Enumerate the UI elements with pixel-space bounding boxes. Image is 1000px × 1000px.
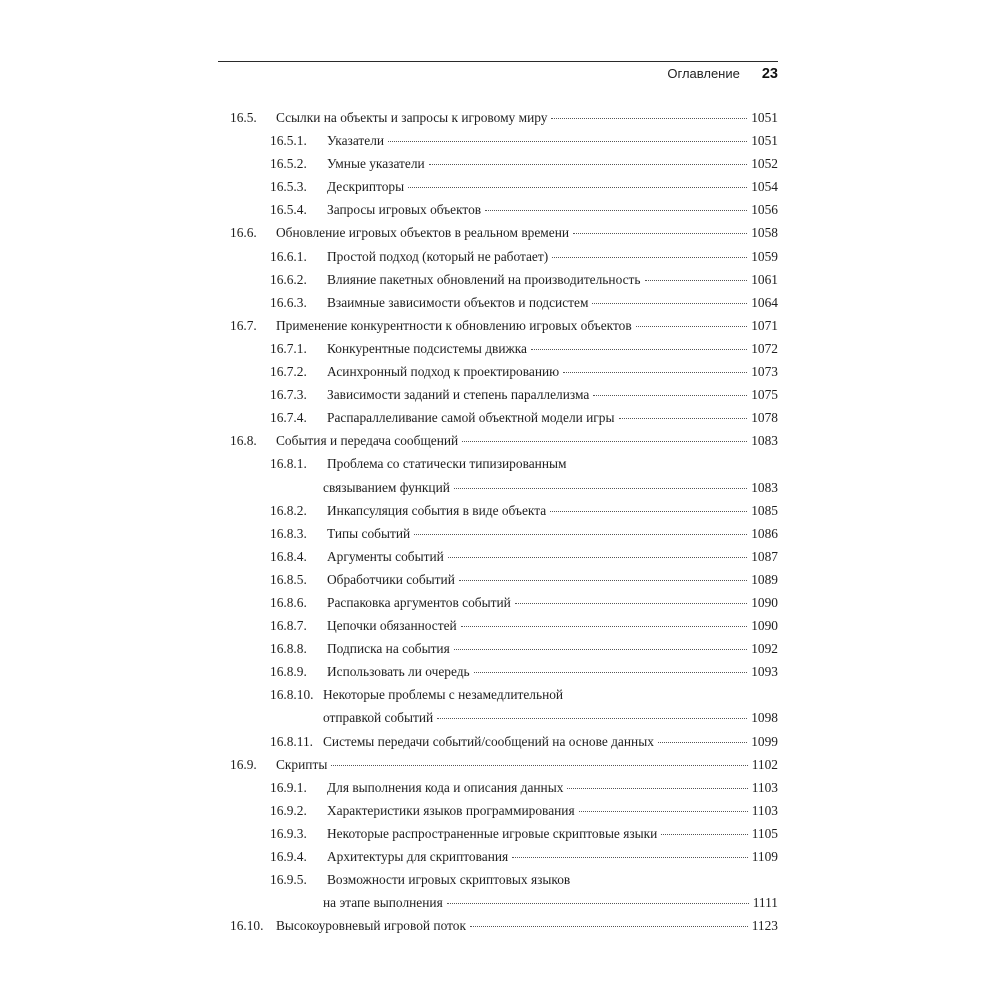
entry-page: 1051 (751, 133, 778, 149)
toc-entry-subsection (230, 568, 778, 591)
entry-page: 1105 (751, 825, 778, 841)
entry-number: 16.5. (230, 110, 257, 125)
entry-page: 1090 (751, 594, 778, 610)
toc-entry-subsection (230, 452, 778, 498)
dot-leader (552, 257, 747, 258)
entry-title: Обработчики событий (327, 571, 455, 587)
entry-number: 16.8.4. (270, 548, 307, 564)
entry-number: 16.9.1. (270, 779, 307, 795)
entry-number: 16.7.4. (270, 410, 307, 426)
entry-number: 16.7.1. (270, 340, 307, 356)
entry-title: Указатели (327, 133, 385, 149)
dot-leader (459, 580, 747, 581)
entry-page: 1098 (751, 710, 778, 726)
toc-entry-section (230, 106, 778, 129)
entry-page: 1058 (751, 225, 778, 241)
toc-entry-subsection (230, 614, 778, 637)
dot-leader (567, 788, 747, 789)
toc-entry-subsection (230, 591, 778, 614)
entry-page: 1071 (751, 317, 778, 333)
toc-entry-section (230, 753, 778, 776)
entry-number: 16.6. (230, 225, 257, 241)
entry-title: Влияние пакетных обновлений на производительность (327, 271, 641, 287)
entry-title: Подписка на события (327, 641, 450, 657)
toc-entry-section (230, 429, 778, 452)
dot-leader (461, 626, 748, 627)
entry-number: 16.5.3. (270, 179, 307, 195)
entry-page: 1083 (751, 479, 778, 495)
entry-number: 16.9.2. (270, 802, 307, 818)
entry-title: Распаковка аргументов событий (327, 594, 511, 610)
entry-number: 16.7. (230, 317, 257, 333)
entry-page: 1085 (751, 502, 778, 518)
toc-entry-subsection (230, 660, 778, 683)
dot-leader (563, 372, 747, 373)
entry-page: 1090 (751, 618, 778, 634)
entry-page: 1092 (751, 641, 778, 657)
entry-title-continued: отправкой событий (323, 710, 434, 726)
entry-page: 1054 (751, 179, 778, 195)
entry-number: 16.10. (230, 918, 264, 934)
entry-number: 16.8.6. (270, 594, 307, 610)
dot-leader (550, 511, 747, 512)
toc-entry-subsection (230, 499, 778, 522)
entry-number: 16.8.1. (270, 456, 307, 472)
entry-title: Архитектуры для скриптования (327, 849, 509, 864)
entry-number: 16.7.2. (270, 364, 307, 380)
dot-leader (448, 557, 747, 558)
dot-leader (454, 488, 747, 489)
dot-leader (619, 418, 748, 419)
entry-title: События и передача сообщений (276, 433, 459, 449)
toc-entry-subsection (230, 245, 778, 268)
entry-number: 16.8.7. (270, 618, 307, 634)
entry-page: 1109 (751, 849, 778, 864)
toc-entry-subsection (230, 337, 778, 360)
entry-title: Инкапсуляция события в виде объекта (327, 502, 547, 518)
toc-entry-subsection (230, 268, 778, 291)
entry-number: 16.8.10. (270, 687, 314, 703)
entry-title: Системы передачи событий/сообщений на основе данных (323, 733, 654, 749)
toc-entry-subsection (230, 522, 778, 545)
toc-entry-subsection (230, 822, 778, 845)
entry-title: Некоторые распространенные игровые скриптовые языки (327, 825, 658, 841)
entry-page: 1056 (751, 202, 778, 218)
toc-entry-subsection (230, 152, 778, 175)
entry-number: 16.6.1. (270, 248, 307, 264)
toc-entry-subsection (230, 683, 778, 729)
entry-number: 16.5.2. (270, 156, 307, 172)
entry-number: 16.9. (230, 756, 257, 772)
dot-leader (331, 765, 747, 766)
entry-number: 16.7.3. (270, 387, 307, 403)
dot-leader (388, 141, 747, 142)
entry-title: Характеристики языков программирования (327, 802, 575, 818)
entry-number: 16.9.3. (270, 825, 307, 841)
entry-page: 1061 (751, 271, 778, 287)
toc-entry-section (230, 314, 778, 337)
entry-number: 16.6.3. (270, 294, 307, 310)
entry-title: Типы событий (327, 525, 411, 541)
dot-leader (645, 280, 748, 281)
entry-page: 1103 (751, 779, 778, 795)
entry-title: Взаимные зависимости объектов и подсистем (327, 294, 589, 310)
entry-page: 1123 (751, 918, 778, 934)
toc-entry-subsection (230, 799, 778, 822)
toc-entry-subsection (230, 383, 778, 406)
entry-title: Умные указатели (327, 156, 425, 172)
entry-number: 16.8. (230, 433, 257, 449)
entry-number: 16.9.5. (270, 872, 307, 888)
dot-leader (454, 649, 747, 650)
entry-page: 1086 (751, 525, 778, 541)
dot-leader (531, 349, 747, 350)
header-rule (218, 61, 778, 62)
entry-title: Распараллеливание самой объектной модели игры (327, 410, 615, 426)
dot-leader (515, 603, 747, 604)
entry-page: 1072 (751, 340, 778, 356)
dot-leader (593, 395, 747, 396)
entry-page: 1111 (752, 895, 778, 911)
toc-entry-subsection (230, 291, 778, 314)
entry-page: 1073 (751, 364, 778, 380)
header-title: Оглавление (667, 66, 740, 81)
toc-entry-subsection (230, 730, 778, 753)
dot-leader (551, 118, 747, 119)
entry-title: Зависимости заданий и степень параллелизма (327, 387, 590, 403)
toc-entry-subsection (230, 129, 778, 152)
entry-title: Применение конкурентности к обновлению игровых объектов (276, 317, 632, 333)
dot-leader (485, 210, 747, 211)
dot-leader (408, 187, 747, 188)
dot-leader (437, 718, 747, 719)
toc-entry-subsection (230, 406, 778, 429)
entry-page: 1087 (751, 548, 778, 564)
toc-entry-subsection (230, 360, 778, 383)
entry-title: Некоторые проблемы с незамедлительной (323, 687, 564, 703)
entry-title: Возможности игровых скриптовых языков (327, 872, 571, 888)
entry-title: Для выполнения кода и описания данных (327, 779, 564, 795)
entry-title-continued: на этапе выполнения (323, 895, 443, 911)
entry-number: 16.5.1. (270, 133, 307, 149)
entry-title: Аргументы событий (327, 548, 444, 564)
entry-page: 1064 (751, 294, 778, 310)
entry-title: Ссылки на объекты и запросы к игровому миру (276, 110, 548, 125)
dot-leader (592, 303, 747, 304)
entry-title: Конкурентные подсистемы движка (327, 340, 528, 356)
dot-leader (512, 857, 748, 858)
dot-leader (636, 326, 748, 327)
entry-page: 1075 (751, 387, 778, 403)
dot-leader (414, 534, 747, 535)
entry-page: 1078 (751, 410, 778, 426)
entry-title: Использовать ли очередь (327, 664, 470, 680)
entry-title: Асинхронный подход к проектированию (327, 364, 560, 380)
entry-page: 1059 (751, 248, 778, 264)
dot-leader (470, 926, 748, 927)
toc-entry-subsection (230, 545, 778, 568)
entry-page: 1052 (751, 156, 778, 172)
entry-title: Простой подход (который не работает) (327, 248, 549, 264)
entry-title: Цепочки обязанностей (327, 618, 457, 634)
toc-entry-subsection (230, 198, 778, 221)
toc-entry-subsection (230, 868, 778, 914)
entry-page: 1089 (751, 571, 778, 587)
dot-leader (658, 742, 747, 743)
entry-title: Проблема со статически типизированным (327, 456, 567, 472)
running-header (218, 66, 778, 84)
toc-entry-subsection (230, 776, 778, 799)
entry-page: 1103 (751, 802, 778, 818)
entry-page: 1083 (751, 433, 778, 449)
entry-title: Скрипты (276, 756, 328, 772)
entry-page: 1093 (751, 664, 778, 680)
entry-title: Обновление игровых объектов в реальном времени (276, 225, 570, 241)
entry-number: 16.5.4. (270, 202, 307, 218)
entry-title: Дескрипторы (327, 179, 405, 195)
entry-title: Запросы игровых объектов (327, 202, 482, 218)
toc-entry-subsection (230, 175, 778, 198)
toc-entry-subsection (230, 637, 778, 660)
toc-entry-section (230, 221, 778, 244)
dot-leader (447, 903, 749, 904)
entry-page: 1051 (751, 110, 778, 125)
entry-page: 1099 (751, 733, 778, 749)
dot-leader (474, 672, 748, 673)
entry-number: 16.8.9. (270, 664, 307, 680)
dot-leader (429, 164, 748, 165)
dot-leader (579, 811, 748, 812)
dot-leader (573, 233, 747, 234)
entry-title: Высокоуровневый игровой поток (276, 918, 466, 934)
entry-title-continued: связыванием функций (323, 479, 450, 495)
entry-number: 16.9.4. (270, 849, 307, 864)
toc-entry-section (230, 914, 778, 937)
table-of-contents (230, 106, 778, 937)
toc-entry-subsection (230, 845, 778, 868)
entry-number: 16.8.2. (270, 502, 307, 518)
entry-number: 16.8.5. (270, 571, 307, 587)
entry-number: 16.8.8. (270, 641, 307, 657)
entry-number: 16.6.2. (270, 271, 307, 287)
dot-leader (462, 441, 747, 442)
header-page-number: 23 (761, 66, 778, 82)
entry-number: 16.8.11. (270, 733, 314, 749)
entry-number: 16.8.3. (270, 525, 307, 541)
entry-page: 1102 (751, 756, 778, 772)
dot-leader (661, 834, 747, 835)
